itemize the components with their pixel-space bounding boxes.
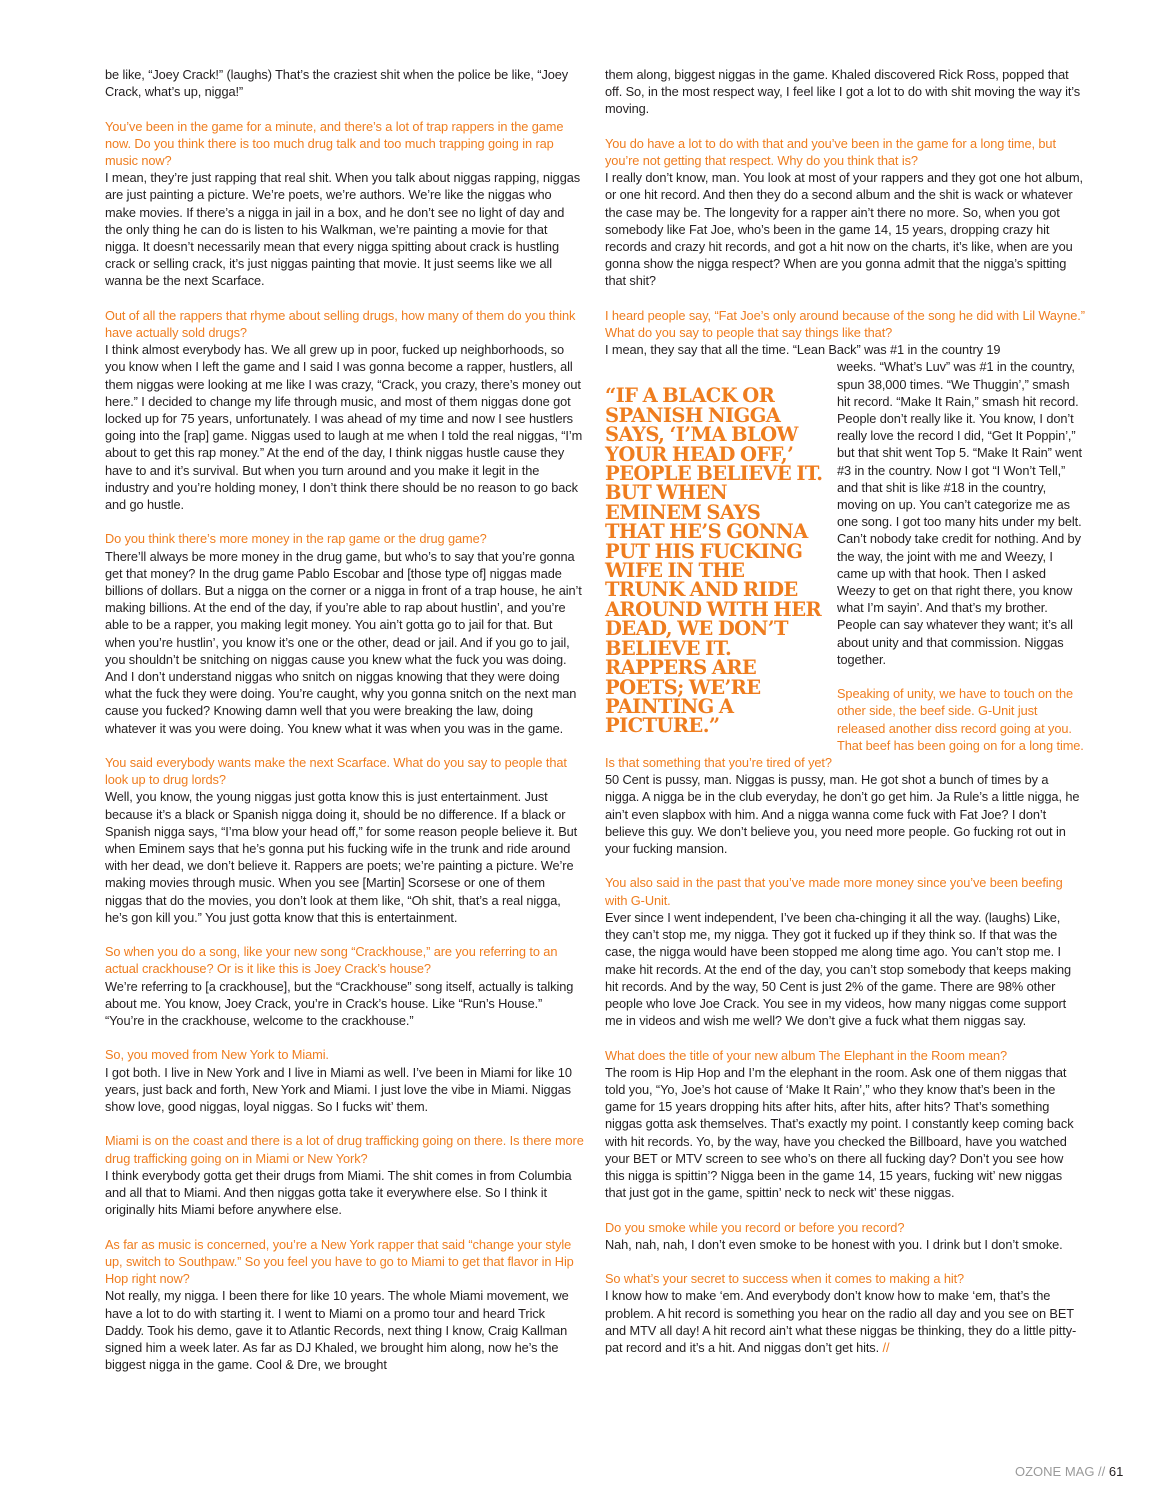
- answer-text: Ever since I went independent, I’ve been cha-chinging it all the way. (laughs) Like, they can’t stop me, my nigga. They got it fucked up if they think so. If that was the case, the nigga would have been stopped me along time ago. You can’t stop me. I make hit records. At the end of the day, you can’t stop somebody that keeps making hit records. And by the way, 50 Cent is just 2% of the game. There are 98% other people who love Joe Crack. You see in my videos, how many niggas come support me in videos and wish me well? We don’t give a fuck what them niggas say.: [605, 909, 1072, 1029]
- qa-block: [105, 307, 585, 513]
- right-column: [605, 66, 1085, 1373]
- question-text: What does the title of your new album The Elephant in the Room mean?: [605, 1047, 1007, 1063]
- answer-text: I really don’t know, man. You look at most of your rappers and they got one hot album, or one hit record. And then they do a second album and the shit is wack or whatever the case may be. The longevity for a rapper ain’t there no more. So, when you got somebody like Fat Joe, who’s been in the game 14, 15 years, dropping crazy hit records and crazy hit records, and got a hit now on the charts, it’s like, when are you gonna show the nigga respect? When are you gonna admit that the nigga’s spitting that shit?: [605, 170, 1083, 289]
- question-text: Out of all the rappers that rhyme about selling drugs, how many of them do you think have actually sold drugs?: [105, 307, 576, 341]
- answer-text: The room is Hip Hop and I’m the elephant in the room. Ask one of them niggas that told you, “Yo, Joe’s hot cause of ‘Make It Rain’,” who they know that’s been in the game for 15 years dropping hits after hits, after hits, after hits? That’s something niggas gotta ask themselves. That’s exactly my point. I constantly keep coming back with hit records. Yo, by the way, have you checked the Billboard, have you watched your BET or MTV screen to see who’s on there all fucking day? Don’t you see how this nigga is spittin’? Nigga been in the game 14, 15 years, fucking wit’ new niggas that just got in the game, spittin’ neck to neck wit’ these niggas.: [605, 1064, 1074, 1201]
- qa-block: [105, 943, 585, 1029]
- answer-text: them along, biggest niggas in the game. Khaled discovered Rick Ross, popped that off. So, in the most respect way, I feel like I got a lot to do with shit moving the way it’s moving.: [605, 67, 1081, 117]
- qa-block: [605, 874, 1085, 1029]
- question-text: Do you smoke while you record or before you record?: [605, 1219, 905, 1235]
- end-mark: //: [879, 1339, 890, 1355]
- qa-block: [105, 530, 585, 736]
- answer-text: I mean, they’re just rapping that real shit. When you talk about niggas rapping, niggas are just painting a picture. We’re poets, we’re authors. We’re like the niggas who make movies. If there’s a nigga in jail in a box, and he don’t see no light of day and the only thing he can do is listen to his Walkman, we’re painting a movie for that nigga. It doesn’t necessarily mean that every nigga spitting about crack is hustling crack or selling crack, it’s just niggas painting that movie. It just seems like we all wanna be the next Scarface.: [105, 170, 581, 289]
- answer-text: [605, 1287, 1085, 1356]
- answer-text: Nah, nah, nah, I don’t even smoke to be honest with you. I drink but I don’t smoke.: [605, 1236, 1063, 1252]
- question-text: I heard people say, “Fat Joe’s only around because of the song he did with Lil Wayne.” What do you say to people that say things like that?: [605, 307, 1085, 341]
- qa-block: [105, 1132, 585, 1218]
- question-text: So, you moved from New York to Miami.: [105, 1047, 329, 1063]
- question-text: You said everybody wants make the next Scarface. What do you say to people that look up to drug lords?: [105, 755, 567, 788]
- answer-text: 50 Cent is pussy, man. Niggas is pussy, man. He got shot a bunch of times by a nigga. A nigga be in the club everyday, he don’t go get him. Ja Rule’s a little nigga, he ain’t even slapbox with him. And a nigga wanna come fuck with Fat Joe? I don’t believe this guy. We don’t believe you, you need more people. Go fucking rot out in your fucking mansion.: [605, 772, 1080, 857]
- answer-text: I think almost everybody has. We all grew up in poor, fucked up neighborhoods, so you know when I left the game and I said I was gonna become a rapper, hustlers, all them niggas were looking at me like I was crazy, “Crack, you crazy, there’s money out here.” I decided to change my life through music, and most of them niggas done got locked up for 75 years, unfortunately. I was ahead of my time and now I see hustlers going into the [rap] game. Niggas used to laugh at me when I told the real niggas, “I’m about to get this rap money.” At the end of the day, I think niggas hustle cause they have to and it’s survival. But when you turn around and you make it legit in the industry and you’re holding money, I don’t think there should be no reason to go back and go hustle.: [105, 342, 583, 513]
- magazine-name: OZONE MAG //: [1015, 1464, 1106, 1479]
- question-text: You do have a lot to do with that and you’ve been in the game for a long time, but you’re not getting that respect. Why do you think that is?: [605, 135, 1056, 168]
- qa-block: [605, 135, 1085, 290]
- answer-text: I mean, they say that all the time. “Lean Back” was #1 in the country 19: [605, 342, 1001, 358]
- qa-block: [105, 1236, 585, 1374]
- qa-block: [605, 1219, 1085, 1253]
- qa-block: [105, 118, 585, 290]
- question-text: You’ve been in the game for a minute, and there’s a lot of trap rappers in the game now. Do you think there is too much drug talk and too much trapping going in rap music now?: [105, 118, 564, 168]
- answer-text: I got both. I live in New York and I live in Miami as well. I’ve been in Miami for like 10 years, just back and forth, New York and Miami. I just love the vibe in Miami. Niggas show love, good niggas, loyal niggas. So I fucks wit’ them.: [105, 1064, 572, 1115]
- question-text: Speaking of unity, we have to touch on the other side, the beef side. G-Unit just released another diss record going at you. That beef has been going on for a long time. Is that something that you’re tired of yet?: [605, 686, 1084, 771]
- left-column: [105, 66, 585, 1391]
- qa-block: [105, 1046, 585, 1115]
- question-text: As far as music is concerned, you’re a New York rapper that said “change your style up, switch to Southpaw.” So you feel you have to go to Miami to get that flavor in Hip Hop right now?: [105, 1236, 574, 1287]
- answer-text: We’re referring to [a crackhouse], but the “Crackhouse” song itself, actually is talking about me. You know, Joey Crack, you’re in Crack’s house. Like “Run’s House.” “You’re in the crackhouse, welcome to the crackhouse.”: [105, 978, 574, 1029]
- qa-block: [605, 66, 1085, 118]
- question-text: So what’s your secret to success when it comes to making a hit?: [605, 1271, 965, 1287]
- answer-text-body: I know how to make ‘em. And everybody don’t know how to make ‘em, that’s the problem. A hit record is something you hear on the radio all day and you see on BET and MTV all day! A hit record ain’t what these niggas be thinking, they do a little pitty-pat record and it’s a hit. And niggas don’t get hits.: [605, 1288, 1077, 1355]
- question-text: So when you do a song, like your new song “Crackhouse,” are you referring to an actual crackhouse? Or is it like this is Joey Crack’s house?: [105, 944, 558, 977]
- pull-quote: “IF A BLACK OR SPANISH NIGGA SAYS, ‘I’MA BLOW YOUR HEAD OFF,’ PEOPLE BELIEVE IT. BUT WHEN EMINEM SAYS THAT HE’S GONNA PUT HIS FUCKING WIFE IN THE TRUNK AND RIDE AROUND WITH HER DEAD, WE DON’T BELIEVE IT. RAPPERS ARE POETS; WE’RE PAINTING A PICTURE.”: [605, 384, 823, 738]
- question-text: Do you think there’s more money in the rap game or the drug game?: [105, 531, 487, 547]
- answer-text: Well, you know, the young niggas just gotta know this is just entertainment. Just because it’s a black or Spanish nigga doing it, should be no difference. If a black or Spanish nigga says, “I’ma blow your head off,” for some reason people believe it. But when Eminem says that he’s gonna put his fucking wife in the trunk and ride around with her dead, we don’t believe it. Rappers are poets; we’re painting a picture. We’re making movies through music. When you see [Martin] Scorsese or one of them niggas that do the movies, you don’t look at them like, “Oh shit, that’s a real nigga, he’s gon kill you.” You just gotta know that this is entertainment.: [105, 789, 578, 925]
- page-footer: [1015, 1464, 1123, 1479]
- qa-block: [605, 1047, 1085, 1202]
- qa-block: [105, 754, 585, 926]
- answer-text: I think everybody gotta get their drugs from Miami. The shit comes in from Columbia and all that to Miami. And then niggas gotta take it everywhere else. So I think it originally hits Miami before anywhere else.: [105, 1167, 572, 1218]
- question-text: You also said in the past that you’ve made more money since you’ve been beefing with G-Unit.: [605, 875, 1063, 908]
- answer-text: weeks. “What’s Luv” was #1 in the country, spun 38,000 times. “We Thuggin’,” smash hit record. “Make It Rain,” smash hit record. People don’t really like it. You know, I don’t really love the record I did, “Get It Poppin’,” but that shit went Top 5. “Make It Rain” went #3 in the country. Now I got “I Won’t Tell,” and that shit is like #18 in the country, moving on up. You can’t categorize me as one song. I got too many hits under my belt. Can’t nobody take credit for nothing. And by the way, the joint with me and Weezy, I came up with that hook. Then I asked Weezy to get on that right there, you know what I’m sayin’. And that’s my brother. People can say whatever they want; it’s all about unity and that commission. Niggas together.: [837, 359, 1082, 667]
- qa-block-with-pull-quote: [605, 307, 1085, 857]
- answer-text: Not really, my nigga. I been there for like 10 years. The whole Miami movement, we have a lot to do with starting it. I went to Miami on a promo tour and heard Trick Daddy. Took his demo, gave it to Atlantic Records, next thing I know, Craig Kallman signed him a week later. As far as DJ Khaled, we brought him along, now he’s the biggest nigga in the game. Cool & Dre, we brought: [105, 1288, 569, 1373]
- qa-block: [605, 1270, 1085, 1356]
- answer-text: There’ll always be more money in the drug game, but who’s to say that you’re gonna get that money? In the drug game Pablo Escobar and [those type of] niggas made billions of dollars. But a nigga on the corner or a nigga in front of a trap house, he ain’t making billions. At the end of the day, if you’re able to rap about hustlin’, and you’re able to be a rapper, you making legit money. You ain’t gotta go to jail for that. But when you’re hustlin’, you know it’s one or the other, dead or jail. And if you go to jail, you shouldn’t be snitching on niggas cause you knew what the fuck you was doing. And I don’t understand niggas who snitch on niggas knowing that they were doing what the fuck they were doing. You’re caught, why you gonna snitch on the next man cause you fucked? Knowing damn well that you were breaking the law, doing whatever it was you were doing. You knew what it was when you was in the game.: [105, 548, 582, 736]
- question-text: Miami is on the coast and there is a lot of drug trafficking going on there. Is there more drug trafficking going on in Miami or New York?: [105, 1133, 584, 1166]
- page-number: 61: [1108, 1464, 1124, 1479]
- qa-block: [105, 66, 585, 100]
- answer-text: be like, “Joey Crack!” (laughs) That’s the craziest shit when the police be like, “Joey Crack, what’s up, nigga!”: [105, 67, 569, 100]
